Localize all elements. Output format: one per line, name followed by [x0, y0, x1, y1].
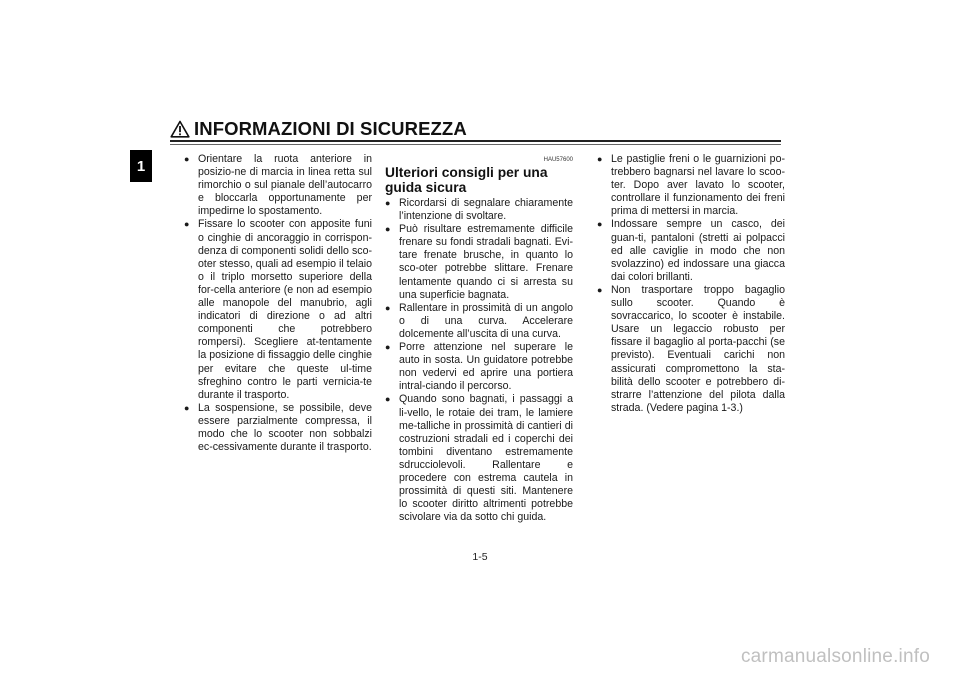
list-item: ● Indossare sempre un casco, dei guan-ti, pantaloni (stretti ai polpacci ed alle caviglie in modo che non svolazzino) ed indossare una giacca dai colori brillanti. — [597, 218, 785, 283]
bullet-list — [385, 197, 573, 524]
list-item: ● Fissare lo scooter con apposite funi o cinghie di ancoraggio in corrispon-denza di componenti solidi dello sco-oter stesso, quali ad esempio il telaio o il triplo morsetto superiore della for-cella anteriore (e non ad esempio alle manopole del manubrio, agli indicatori di direzione o ad altri componenti che potrebbero rompersi). Scegliere at-tentamente la posizione di fissaggio delle cinghie per evitare che queste ul-time sfreghino contro le parti vernicia-te durante il trasporto. — [184, 218, 372, 401]
header-rule-thin — [170, 144, 781, 145]
page-header — [170, 118, 467, 140]
page-title: INFORMAZIONI DI SICUREZZA — [194, 118, 467, 139]
watermark: carmanualsonline.info — [740, 646, 930, 667]
list-item: ● Ricordarsi di segnalare chiaramente l’intenzione di svoltare. — [385, 197, 573, 223]
bullet-list — [597, 153, 785, 415]
list-item: ● Non trasportare troppo bagaglio sullo scooter. Quando è sovraccarico, lo scooter è instabile. Usare un legaccio robusto per fissare il bagaglio al porta-pacchi (se previsto). Eventuali carichi non assicurati compromettono la sta-bilità dello scooter e potrebbero di-strarre l’attenzione del pilota dalla strada. (Vedere pagina 1-3.) — [597, 284, 785, 415]
header-rule — [170, 140, 781, 142]
list-item: ● Porre attenzione nel superare le auto in sosta. Un guidatore potrebbe non vedervi ed aprire una portiera intral-ciando il percorso. — [385, 341, 573, 393]
section-code: HAU57600 — [543, 157, 573, 163]
bullet-list — [184, 153, 372, 454]
chapter-tab: 1 — [130, 150, 152, 182]
page-number: 1-5 — [472, 551, 488, 563]
column-1 — [184, 153, 372, 454]
list-item: ● Rallentare in prossimità di un angolo o di una curva. Accelerare dolcemente all’uscita di una curva. — [385, 302, 573, 341]
column-3 — [597, 153, 785, 415]
list-item: ● Le pastiglie freni o le guarnizioni po-trebbero bagnarsi nel lavare lo scoo-ter. Dopo aver lavato lo scooter, controllare il funzionamento dei freni prima di mettersi in marcia. — [597, 153, 785, 218]
column-2 — [385, 156, 573, 524]
list-item: ● Quando sono bagnati, i passaggi a li-vello, le rotaie dei tram, le lamiere me-talliche in prossimità di cantieri di costruzioni stradali ed i coperchi dei tombini diventano estremamente sdrucciolevoli. Rallentare e procedere con estrema cautela in prossimità di questi siti. Mantenere lo scooter diritto altrimenti potrebbe scivolare via da sotto chi guida. — [385, 393, 573, 524]
list-item: ● Orientare la ruota anteriore in posizio-ne di marcia in linea retta sul rimorchio o sul pianale dell’autocarro e bloccarla opportunamente per impedirne lo spostamento. — [184, 153, 372, 218]
list-item: ● La sospensione, se possibile, deve essere parzialmente compressa, il modo che lo scooter non sobbalzi ec-cessivamente durante il trasporto. — [184, 402, 372, 454]
section-heading: Ulteriori consigli per una guida sicura — [385, 165, 548, 195]
list-item: ● Può risultare estremamente difficile frenare su fondi stradali bagnati. Evi-tare frenate brusche, in quanto lo sco-oter potrebbe slittare. Frenare lentamente quando ci si arresta su una superficie bagnata. — [385, 223, 573, 302]
warning-triangle-icon — [170, 120, 190, 138]
